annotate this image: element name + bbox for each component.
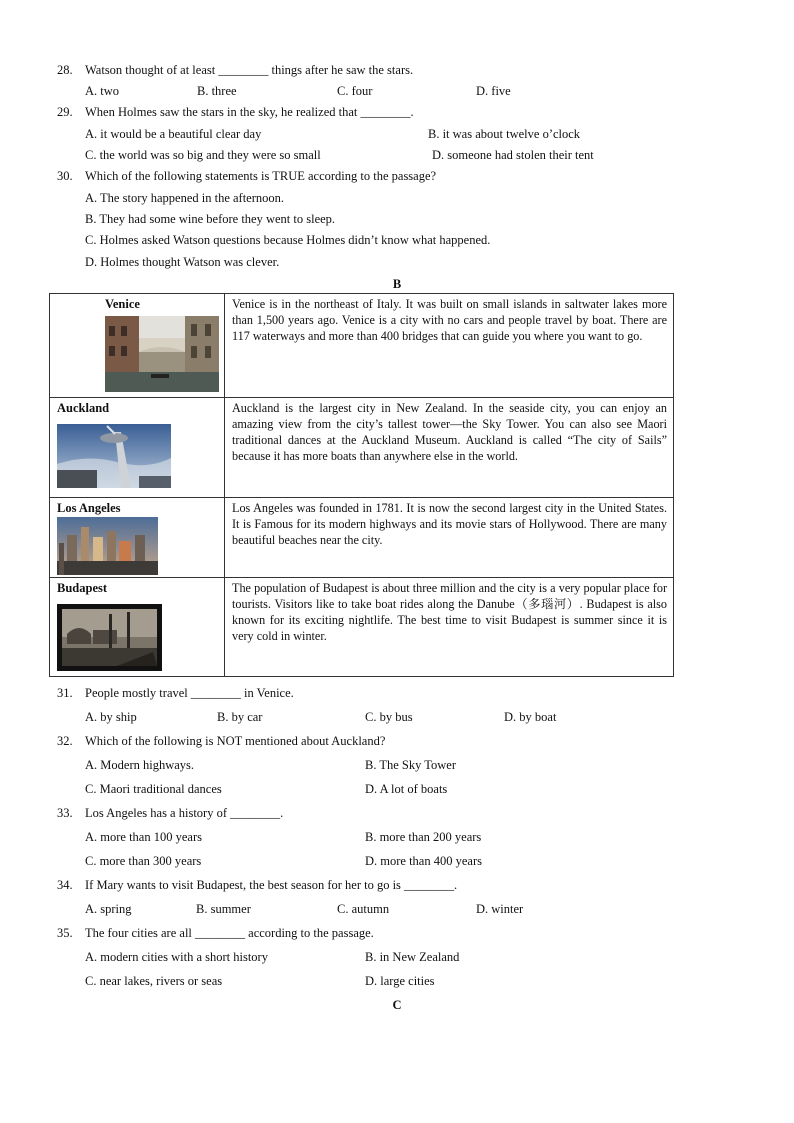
option-c: C. Holmes asked Watson questions because Holmes didn’t know what happened. (85, 233, 491, 247)
question-number: 32. (57, 734, 73, 748)
option-c: C. near lakes, rivers or seas (85, 974, 223, 988)
city-description-cell (225, 498, 674, 578)
option-c: C. by bus (365, 710, 413, 724)
option-b: B. by car (217, 710, 263, 724)
question-number: 34. (57, 878, 73, 892)
option-b: B. summer (196, 902, 251, 916)
city-description-cell (225, 398, 674, 498)
city-description: The population of Budapest is about three million and the city is a very popular place for tourists. Visitors like to take boat rides along the Danube（多瑙河）. Budapest is also known for its exciting nightlife. The best time to visit Budapest is summer since it is very cold in winter. (232, 581, 667, 643)
section-heading-c: C (392, 998, 402, 1012)
section-heading-b: B (392, 277, 402, 291)
option-a: A. Modern highways. (85, 758, 195, 772)
option-a: A. more than 100 years (85, 830, 202, 844)
city-description: Auckland is the largest city in New Zealand. In the seaside city, you can enjoy an amazing view from the city’s tallest tower—the Sky Tower. You can also see Maori traditional dances at the Auckland Museum. Auckland is called “The city of Sails” because it has more boats than anywhere else in the world. (232, 401, 667, 463)
city-description: Los Angeles was founded in 1781. It is now the second largest city in the United States. It is Famous for its modern highways and its movie stars of Hollywood. There are many beautiful beaches near the city. (232, 501, 667, 547)
question-stem: Los Angeles has a history of ________. (85, 806, 284, 820)
question-number: 30. (57, 169, 73, 183)
city-cell (50, 398, 225, 498)
question-stem: Which of the following statements is TRUE according to the passage? (85, 169, 437, 183)
option-d: D. more than 400 years (365, 854, 482, 868)
option-d: D. A lot of boats (365, 782, 448, 796)
question-stem: The four cities are all ________ according to the passage. (85, 926, 374, 940)
city-cell (50, 498, 225, 578)
option-a: A. by ship (85, 710, 137, 724)
option-b: B. three (197, 84, 237, 98)
option-c: C. four (337, 84, 373, 98)
city-description: Venice is in the northeast of Italy. It was built on small islands in saltwater lakes more than 1,500 years ago. Venice is a city with no cars and people travel by boat. There are 117 waterways and more than 400 bridges that can guide you where you want to go. (232, 297, 667, 343)
city-cell (50, 294, 225, 398)
table-row (50, 578, 674, 677)
city-name: Budapest (57, 581, 108, 595)
option-a: A. it would be a beautiful clear day (85, 127, 262, 141)
option-d: D. winter (476, 902, 524, 916)
city-description-cell (225, 578, 674, 677)
question-number: 35. (57, 926, 73, 940)
option-d: D. Holmes thought Watson was clever. (85, 255, 280, 269)
city-name: Venice (105, 297, 140, 311)
los-angeles-photo (57, 517, 158, 575)
option-b: B. in New Zealand (365, 950, 460, 964)
budapest-photo (57, 604, 162, 671)
question-number: 28. (57, 63, 73, 77)
option-a: A. modern cities with a short history (85, 950, 268, 964)
question-stem: When Holmes saw the stars in the sky, he realized that ________. (85, 105, 414, 119)
venice-photo (105, 316, 219, 392)
option-c: C. more than 300 years (85, 854, 202, 868)
question-stem: If Mary wants to visit Budapest, the best season for her to go is ________. (85, 878, 458, 892)
city-cell (50, 578, 225, 677)
option-c: C. the world was so big and they were so small (85, 148, 321, 162)
city-description-cell (225, 294, 674, 398)
table-row (50, 294, 674, 398)
option-d: D. five (476, 84, 511, 98)
option-b: B. They had some wine before they went to sleep. (85, 212, 336, 226)
city-name: Los Angeles (57, 501, 121, 515)
option-b: B. The Sky Tower (365, 758, 457, 772)
option-a: A. spring (85, 902, 132, 916)
option-b: B. it was about twelve o’clock (428, 127, 581, 141)
option-d: D. large cities (365, 974, 435, 988)
question-stem: Watson thought of at least ________ things after he saw the stars. (85, 63, 414, 77)
option-a: A. The story happened in the afternoon. (85, 191, 285, 205)
question-stem: People mostly travel ________ in Venice. (85, 686, 294, 700)
table-row (50, 498, 674, 578)
table-row (50, 398, 674, 498)
cities-table (49, 293, 674, 677)
question-number: 33. (57, 806, 73, 820)
question-number: 29. (57, 105, 73, 119)
option-c: C. autumn (337, 902, 390, 916)
option-c: C. Maori traditional dances (85, 782, 222, 796)
option-b: B. more than 200 years (365, 830, 482, 844)
question-number: 31. (57, 686, 73, 700)
question-stem: Which of the following is NOT mentioned about Auckland? (85, 734, 386, 748)
option-a: A. two (85, 84, 120, 98)
city-name: Auckland (57, 401, 110, 415)
option-d: D. by boat (504, 710, 557, 724)
auckland-photo (57, 424, 171, 488)
option-d: D. someone had stolen their tent (432, 148, 594, 162)
